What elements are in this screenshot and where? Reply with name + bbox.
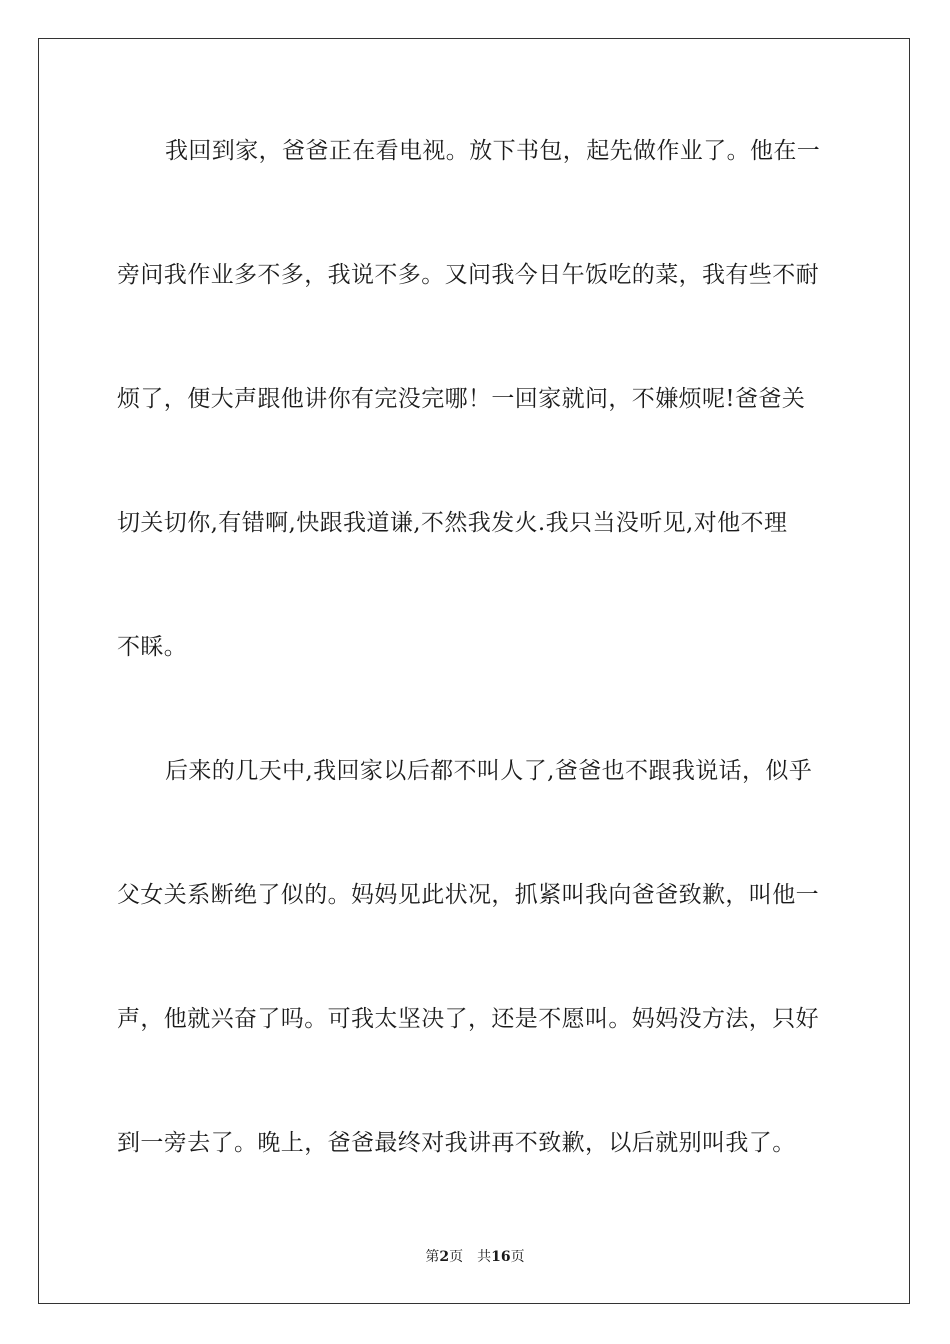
total-prefix: 共	[477, 1249, 492, 1265]
paragraph-1-line-1: 我回到家，爸爸正在看电视。放下书包，起先做作业了。他在一	[165, 138, 821, 164]
paragraph-1-line-5: 不睬。	[117, 634, 188, 660]
page-number: 2	[439, 1249, 450, 1265]
total-suffix: 页	[510, 1249, 525, 1265]
paragraph-1-line-4: 切关切你,有错啊,快跟我道谦,不然我发火.我只当没听见,对他不理	[117, 510, 788, 536]
paragraph-2-line-1: 后来的几天中,我回家以后都不叫人了,爸爸也不跟我说话，似乎	[165, 758, 813, 784]
paragraph-1-line-2: 旁问我作业多不多，我说不多。又问我今日午饭吃的菜，我有些不耐	[117, 262, 819, 288]
page-prefix: 第	[425, 1249, 440, 1265]
paragraph-2-line-3: 声，他就兴奋了吗。可我太坚决了，还是不愿叫。妈妈没方法，只好	[117, 1006, 819, 1032]
paragraph-1-line-3: 烦了，便大声跟他讲你有完没完哪！一回家就问，不嫌烦呢!爸爸关	[117, 386, 806, 412]
paragraph-2-line-4: 到一旁去了。晚上，爸爸最终对我讲再不致歉，以后就别叫我了。	[117, 1130, 796, 1156]
page-footer	[0, 1246, 950, 1266]
page-suffix: 页	[449, 1249, 464, 1265]
paragraph-2-line-2: 父女关系断绝了似的。妈妈见此状况，抓紧叫我向爸爸致歉，叫他一	[117, 882, 819, 908]
page-border	[38, 38, 910, 1304]
total-pages: 16	[491, 1249, 511, 1265]
